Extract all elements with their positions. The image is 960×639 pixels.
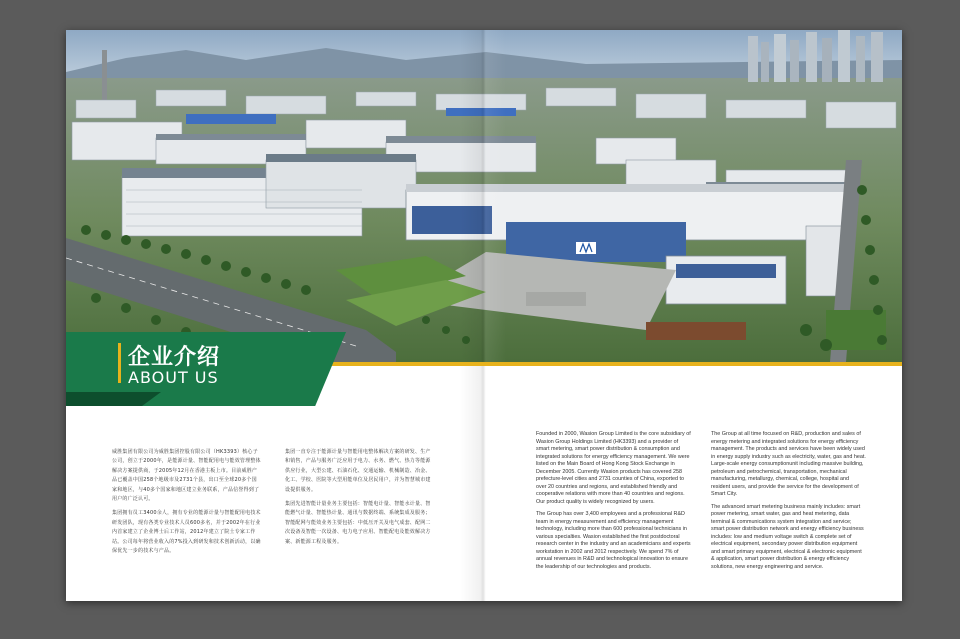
title-accent-bar (118, 343, 121, 383)
paragraph: 集团拥有员工3400余人，拥有专业的能源计量与智能配用电技术研发团队，现有各类专业技术人员600多名，并于2002年在行业内首家建立了企业博士后工作站，2012年建立了院士专家工作站。公司每年将营业收入的7%投入到研发和技术创新活动，以确保优先一步的技术与产品。 (112, 510, 261, 555)
en-text-column-left (536, 431, 691, 576)
industrial-park-aerial-photo (66, 30, 902, 362)
brochure-spread (66, 30, 902, 601)
gold-divider-line (320, 362, 902, 366)
section-title-cn: 企业介绍 (128, 345, 221, 370)
paragraph: Founded in 2000, Wasion Group Limited is the core subsidiary of Wasion Group Holdings Limited (HK3393) and a provider of smart metering, smart power distribution & consumption and integrated solutions for energy efficiency management. We were listed on the Main Board of Hong Kong Stock Exchange in December 2005. Currently Wasion products has covered 258 prefecture-level cities and 2731 counties of China, exported to over 20 countries and regions, and established friendly and cooperative relations with more than 40 countries and regions. Our product quality is widely recognized by users. (536, 431, 691, 505)
paragraph: The Group has over 3,400 employees and a professional R&D team in energy measurement and efficiency management technology, including more than 600 professional technicians in various specialties. Wasion established the first postdoctoral research center in the industry and an academicians and experts workstation in 2002 and 2012 respectively. We spend 7% of annual revenues in R&D and technological innovation to ensure the leadership of our technologies and products. (536, 511, 691, 570)
cn-text-column-right (285, 448, 435, 552)
paragraph: The Group at all time focused on R&D, production and sales of energy metering and integrated solutions for energy efficiency management. The products and services have been widely used in energy supply industry such as electricity, water, gas and heat. Large-scale energy consumptionunit including massive building, petroleum and petrochemical, transportation, mechanical manufacturing, metallurgy, chemical, college, hospital and resident users, and provide the service for the development of Smart City. (711, 431, 866, 497)
paragraph: 集团一直专注于能源计量与智能用电整体解决方案的研发、生产和销售，产品与服务广泛应用于电力、水务、燃气、热力等能源供应行业，大型公建、石油石化、交通运输、机械制造、冶金、化工、学校、医院等大型用能单位及居民用户，并为智慧城市建设提供服务。 (285, 449, 431, 493)
section-title-en: ABOUT US (128, 368, 219, 387)
paragraph: The advanced smart metering business mainly includes: smart power metering, smart water, gas and heat metering, data terminal & communications system integration and service; smart power distribution network and energy efficiency business includes: low and medium voltage switch & complete set of electrical equipment, secondary power distribution equipment and smart primary equipment, electrical & electronic equipment & application, smart power distribution & energy efficiency solutions, new energy engineering and service. (711, 503, 864, 570)
paragraph: 威胜集团有限公司为威胜集团控股有限公司（HK3393）核心子公司，创立于2000年，是能源计量、智能配用电与能效管理整体解决方案提供商，于2005年12月在香港主板上市。目前威胜产品已覆盖中国258个地级市及2731个县，出口至全球20多个国家和地区，与40多个国家和地区建立业务联系，产品信誉得到了用户的广泛认可。 (112, 449, 261, 503)
cn-text-column-left (112, 448, 262, 561)
paragraph: 集团先进智能计量业务主要包括：智能电计量、智能水计量、智能燃气计量、智能热计量、通讯与数据终端、系统集成及服务；智能配网与能效业务主要包括：中低压开关及电气成套、配网二次设备及智能一次设备、电力电子应用、智能配电及能效解决方案、新能源工程及服务。 (285, 501, 431, 545)
en-text-column-right (711, 431, 866, 576)
